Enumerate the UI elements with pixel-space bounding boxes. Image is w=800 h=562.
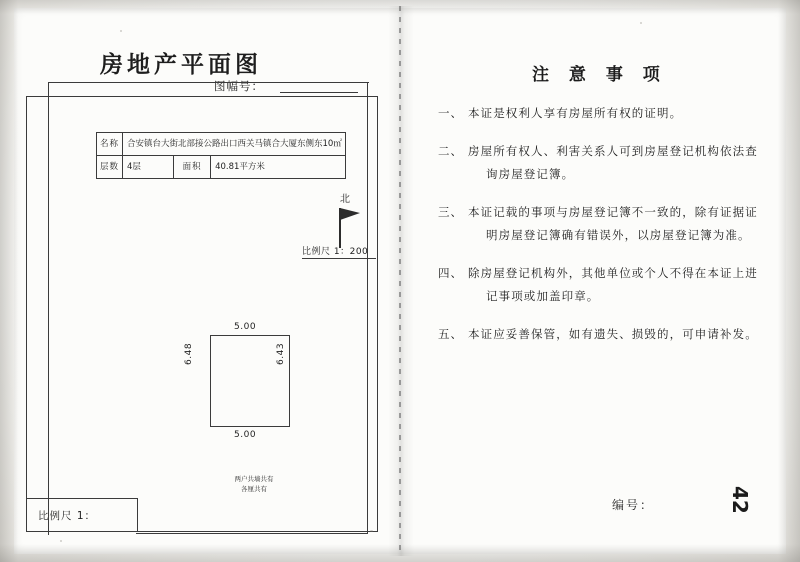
list-item — [438, 201, 768, 246]
drawing-inner-frame-bottom — [136, 533, 368, 534]
notice-text-line: 房屋所有权人、利害关系人可到房屋登记机构依法查 — [468, 144, 758, 159]
house-note-line-2: 各厘共有 — [241, 484, 267, 493]
table-row — [97, 133, 346, 156]
notice-number: 五、 — [438, 326, 463, 341]
notice-text-line: 询房屋登记簿。 — [486, 166, 575, 181]
dimension-left: 6.48 — [184, 342, 194, 365]
notice-text — [468, 201, 768, 246]
dimension-right: 6.43 — [276, 342, 286, 365]
notice-text-line: 本证记载的事项与房屋登记簿不一致的，除有证据证 — [468, 205, 758, 220]
scan-speck — [120, 30, 122, 32]
notice-text-line: 记事项或加盖印章。 — [486, 288, 600, 303]
info-area-label: 面积 — [174, 156, 211, 179]
list-item — [438, 323, 768, 345]
north-label: 北 — [340, 194, 350, 205]
house-shared-wall-note — [204, 475, 304, 495]
booklet-gutter — [388, 6, 414, 556]
notice-title: 注 意 事 项 — [532, 65, 667, 85]
dimension-bottom: 5.00 — [234, 430, 257, 440]
scan-speck — [370, 530, 373, 532]
page-number: 42 — [728, 486, 752, 514]
dimension-top: 5.00 — [234, 322, 257, 332]
sheet-number-label: 图幅号： — [214, 79, 264, 93]
notice-number: 三、 — [438, 205, 463, 220]
page-title: 房地产平面图 — [100, 52, 262, 78]
notice-number: 一、 — [438, 106, 463, 120]
drawing-scale-note: 比例尺 1：200 — [302, 247, 369, 257]
serial-number-label: 编号： — [612, 498, 655, 512]
left-page-property-plan — [18, 10, 390, 552]
list-item — [438, 140, 768, 185]
list-item — [438, 262, 768, 307]
notice-text — [468, 262, 768, 307]
notice-text: 本证应妥善保管，如有遗失、损毁的，可申请补发。 — [468, 326, 758, 341]
drawing-scale-underline — [302, 258, 376, 259]
info-floors-value: 4层 — [123, 156, 174, 179]
right-page-notice — [414, 10, 786, 552]
notice-text — [468, 140, 768, 185]
scale-ratio-label: 比例尺 1： — [38, 510, 97, 522]
list-item — [438, 102, 768, 124]
scan-speck — [640, 22, 642, 24]
notice-list — [438, 102, 768, 361]
perforation-line — [399, 6, 401, 556]
drawing-inner-frame-right — [367, 82, 368, 534]
notice-text-line: 除房屋登记机构外，其他单位或个人不得在本证上进 — [468, 266, 758, 281]
notice-number: 四、 — [438, 266, 463, 281]
info-name-value: 合安镇台大街北部接公路出口西关马镇合大厦东侧东10㎡ — [123, 133, 346, 156]
info-name-label: 名称 — [97, 133, 123, 156]
page-edge-shadow-left — [0, 0, 18, 562]
house-note-line-1: 两户共墙共有 — [234, 475, 274, 483]
table-row — [97, 156, 346, 179]
info-floors-label: 层数 — [97, 156, 123, 179]
notice-text-line: 明房屋登记簿确有错误外，以房屋登记簿为准。 — [486, 227, 751, 242]
notice-number: 二、 — [438, 144, 463, 159]
property-info-table — [96, 132, 346, 179]
notice-text: 本证是权利人享有房屋所有权的证明。 — [468, 106, 683, 120]
scan-speck — [60, 540, 62, 542]
info-area-value: 40.81平方米 — [211, 156, 346, 179]
